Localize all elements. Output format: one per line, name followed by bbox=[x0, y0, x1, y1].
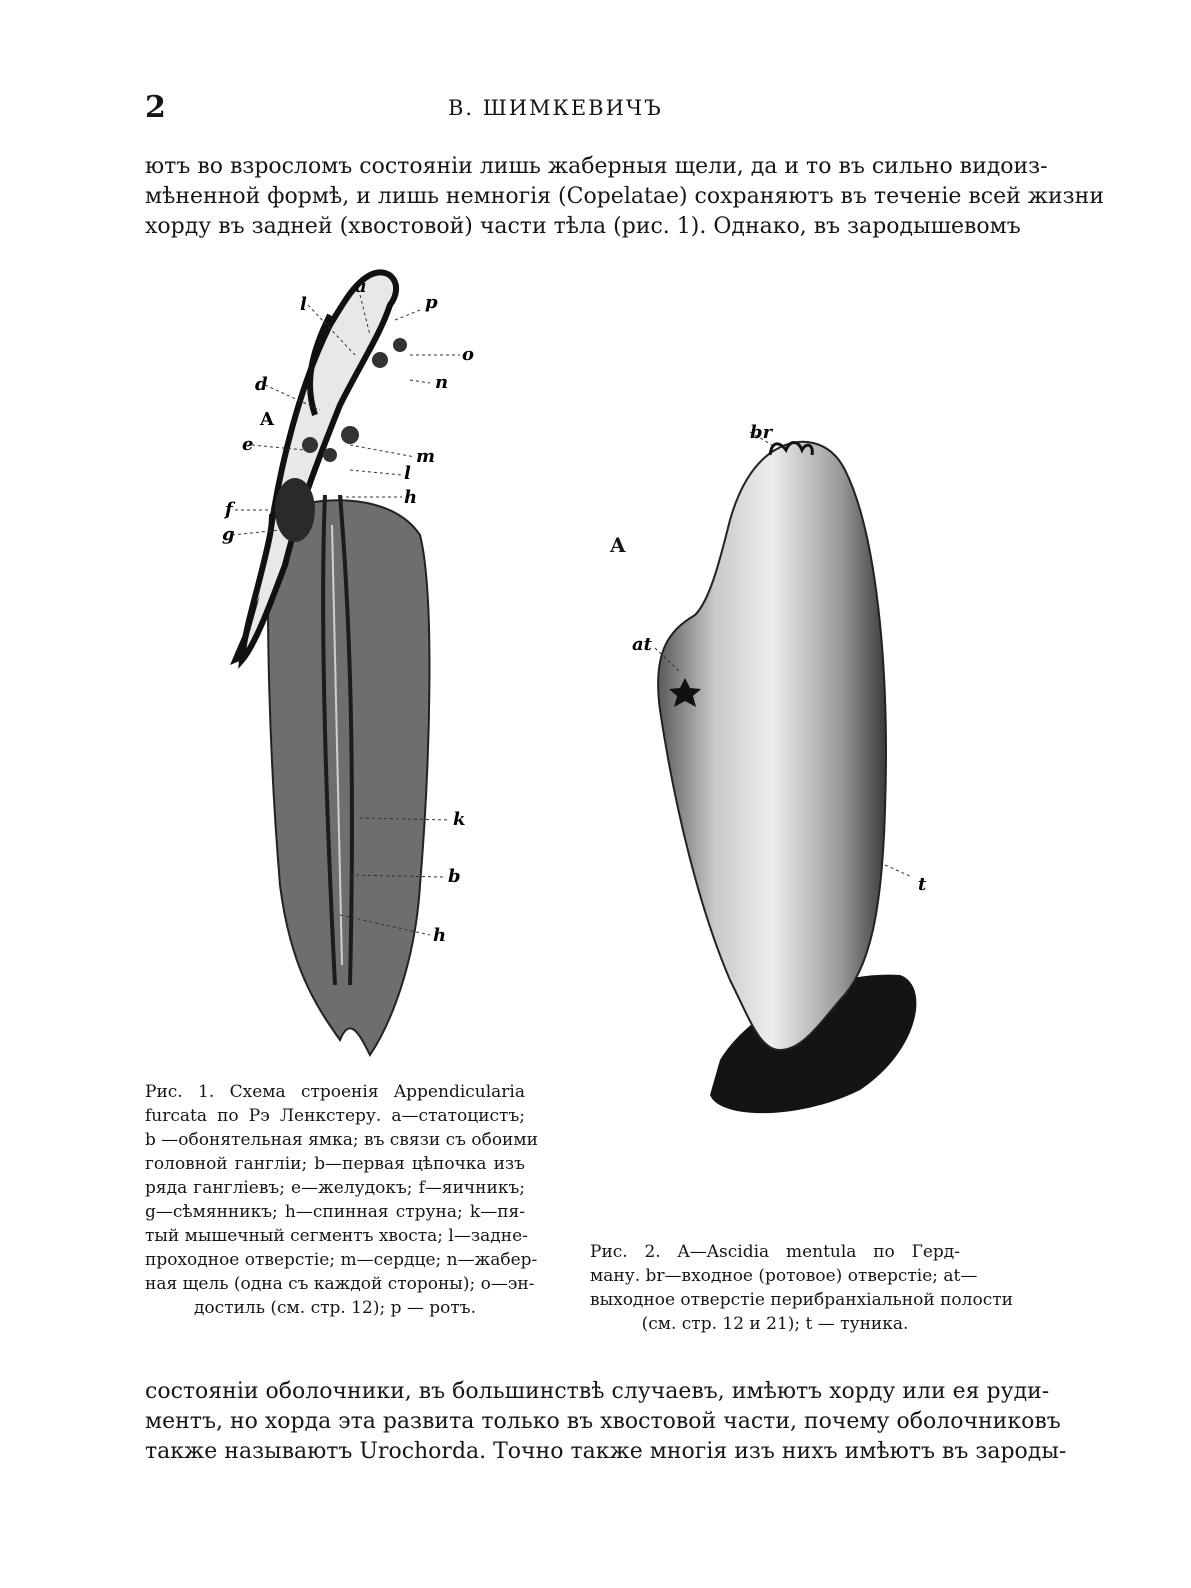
bottom-paragraph bbox=[145, 1377, 1067, 1467]
text-line: состоянiи оболочники, въ большинствѣ случаевъ, имѣютъ хорду или ея руди- bbox=[145, 1379, 1050, 1404]
caption-line: ряда гангліевъ; е—желудокъ; f—яичникъ; bbox=[145, 1178, 525, 1198]
fig2-label: t bbox=[918, 874, 927, 895]
fig1-label: g bbox=[222, 524, 235, 545]
text-line: также называютъ Urochorda. Точно также многiя изъ нихъ имѣютъ въ зароды- bbox=[145, 1439, 1067, 1464]
fig1-label: l bbox=[300, 294, 307, 315]
caption-line: тый мышечный сегментъ хвоста; l—задне- bbox=[145, 1226, 528, 1246]
caption-line: головной гангліи; b—первая цѣпочка изъ bbox=[145, 1154, 525, 1174]
page-number: 2 bbox=[145, 90, 166, 125]
figure1-caption bbox=[145, 1080, 538, 1320]
fig1-panel-label: A bbox=[260, 409, 274, 430]
fig1-label: o bbox=[462, 344, 475, 365]
text-line: ютъ во взросломъ состоянiи лишь жаберныя щели, да и то въ сильно видоиз- bbox=[145, 154, 1048, 179]
fig1-label: f bbox=[225, 499, 233, 520]
fig1-label: h bbox=[404, 487, 418, 508]
caption-line: b —обонятельная ямка; въ связи съ обоими bbox=[145, 1130, 538, 1150]
fig1-label: l bbox=[404, 463, 411, 484]
text-line: мѣненной формѣ, и лишь немногiя (Copelatae) сохраняютъ въ теченiе всей жизни bbox=[145, 184, 1105, 209]
caption-line: проходное отверстiе; m—сердце; n—жабер- bbox=[145, 1250, 538, 1270]
caption-line: Рис. 2. A—Ascidia mentula по Герд- bbox=[590, 1242, 960, 1262]
caption-line: ману. br—входное (ротовое) отверстiе; at— bbox=[590, 1266, 978, 1286]
figure2-caption bbox=[590, 1240, 1013, 1336]
fig1-label: k bbox=[453, 809, 466, 830]
caption-line: furcata по Рэ Ленкстеру. а—статоцистъ; bbox=[145, 1106, 525, 1126]
fig1-label: d bbox=[255, 374, 268, 395]
caption-line: g—сѣмянникъ; h—спинная струна; k—пя- bbox=[145, 1202, 525, 1222]
caption-line: выходное отверстiе перибранхiальной полости bbox=[590, 1290, 1013, 1310]
fig2-panel-label: A bbox=[610, 533, 626, 557]
figure2-illustration bbox=[600, 410, 980, 1140]
figure1-illustration bbox=[190, 265, 510, 1065]
fig1-label: n bbox=[435, 372, 449, 393]
top-paragraph bbox=[145, 152, 1105, 242]
fig1-label: b bbox=[448, 866, 461, 887]
running-title: В. ШИМКЕВИЧЪ bbox=[448, 96, 663, 120]
fig1-label: h bbox=[433, 925, 447, 946]
fig1-label: e bbox=[242, 434, 254, 455]
caption-line: (см. стр. 12 и 21); t — туника. bbox=[641, 1314, 909, 1334]
fig2-label: at bbox=[632, 634, 652, 655]
caption-line: достиль (см. стр. 12); р — ротъ. bbox=[193, 1298, 477, 1318]
fig1-label: m bbox=[416, 446, 436, 467]
fig1-label: p bbox=[425, 292, 438, 313]
text-line: хорду въ задней (хвостовой) части тѣла (рис. 1). Однако, въ зародышевомъ bbox=[145, 214, 1021, 239]
fig2-label: br bbox=[750, 422, 773, 443]
caption-line: Рис. 1. Схема строенiя Appendicularia bbox=[145, 1082, 525, 1102]
caption-line: ная щель (одна съ каждой стороны); о—эн- bbox=[145, 1274, 535, 1294]
fig1-label: a bbox=[355, 276, 367, 297]
text-line: ментъ, но хорда эта развита только въ хвостовой части, почему оболочниковъ bbox=[145, 1409, 1061, 1434]
